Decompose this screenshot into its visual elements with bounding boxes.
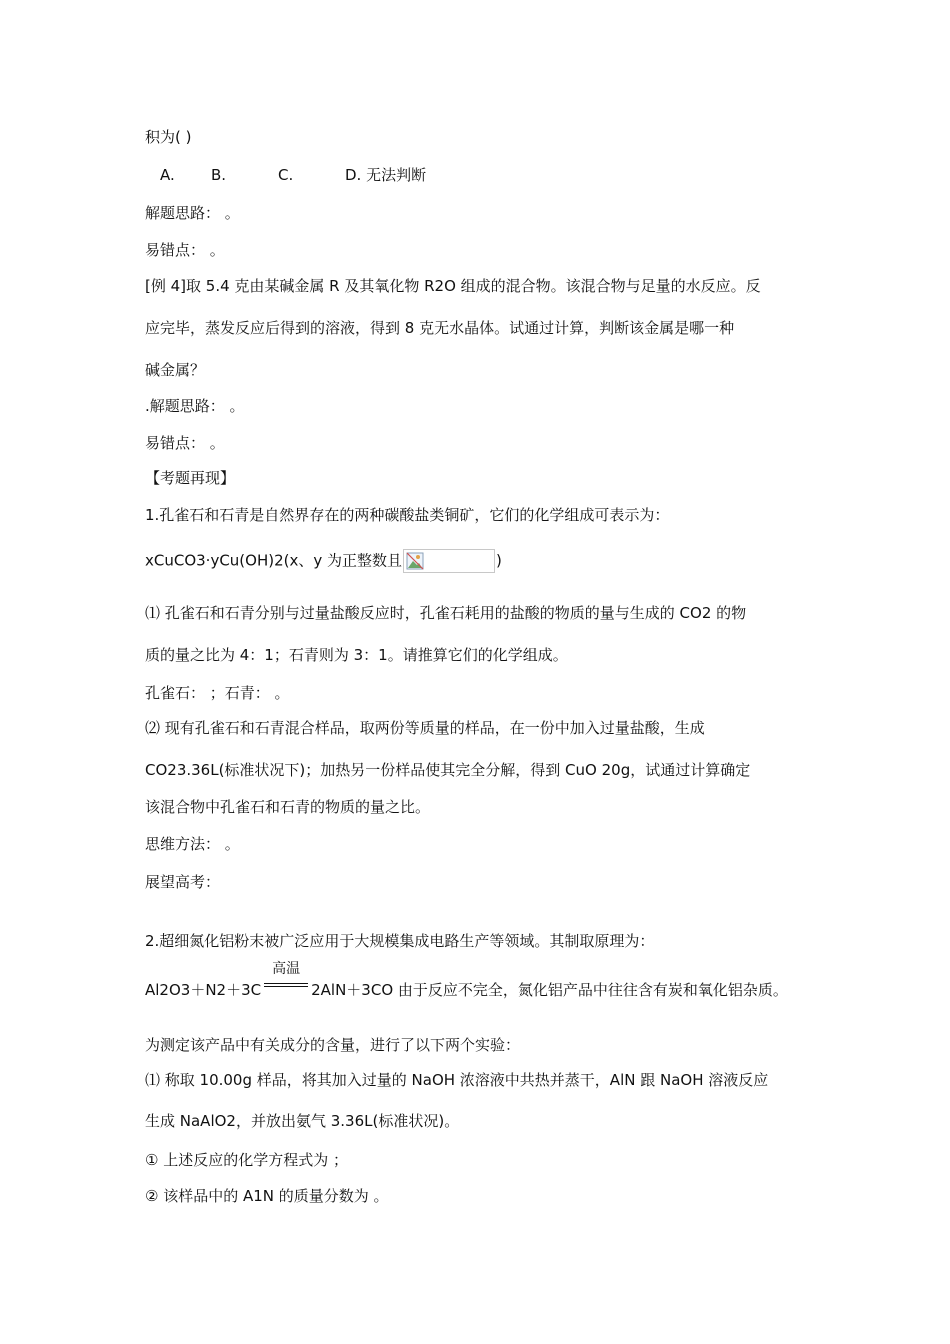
option-b: B.: [211, 166, 227, 184]
question-1-part-1-line-2: 质的量之比为 4：1；石青则为 3：1。请推算它们的化学组成。: [145, 646, 568, 664]
question-2-intro: 2.超细氮化铝粉末被广泛应用于大规模集成电路生产等领域。其制取原理为：: [145, 932, 655, 950]
experiment-1-line-2: 生成 NaAlO2，并放出氨气 3.36L(标准状况)。: [145, 1112, 460, 1130]
equals-sign-with-condition: [261, 961, 311, 995]
formula-line: [145, 549, 502, 573]
sub-question-1: ① 上述反应的化学方程式为 ；: [145, 1151, 348, 1169]
sub-question-2: ② 该样品中的 A1N 的质量分数为 。: [145, 1187, 389, 1205]
question-1-intro: 1.孔雀石和石青是自然界存在的两种碳酸盐类铜矿，它们的化学组成可表示为：: [145, 506, 670, 524]
outlook: 展望高考：: [145, 873, 221, 891]
question-1-part-2-line-1: ⑵ 现有孔雀石和石青混合样品，取两份等质量的样品，在一份中加入过量盐酸，生成: [145, 719, 705, 737]
example-4-line-2: 应完毕，蒸发反应后得到的溶液，得到 8 克无水晶体。试通过计算，判断该金属是哪一种: [145, 319, 735, 337]
experiment-intro: 为测定该产品中有关成分的含量，进行了以下两个实验：: [145, 1036, 521, 1054]
error-prone-point-2: 易错点： 。: [145, 434, 225, 452]
option-d: D. 无法判断: [345, 166, 427, 184]
broken-image-icon: [403, 549, 495, 573]
formula-close: ): [496, 551, 502, 570]
question-stem-tail: 积为( ): [145, 128, 192, 146]
example-4-line-3: 碱金属？: [145, 361, 206, 379]
solution-approach-2: .解题思路： 。: [145, 397, 245, 415]
option-c: C.: [278, 166, 294, 184]
section-heading: 【考题再现】: [145, 469, 236, 487]
solution-approach: 解题思路： 。: [145, 204, 240, 222]
example-4-line-1: [例 4]取 5.4 克由某碱金属 R 及其氧化物 R2O 组成的混合物。该混合物与足量的水反应。反: [145, 277, 761, 295]
reaction-products: 2AlN＋3CO 由于反应不完全，氮化铝产品中往往含有炭和氧化铝杂质。: [311, 981, 788, 999]
thinking-method: 思维方法： 。: [145, 835, 240, 853]
formula-text: xCuCO3·yCu(OH)2(x、y 为正整数且: [145, 551, 403, 570]
question-1-part-2-line-2: CO23.36L(标准状况下)；加热另一份样品使其完全分解，得到 CuO 20g，试通过计算确定: [145, 761, 751, 779]
reaction-condition: 高温: [272, 961, 301, 977]
reaction-reactants: Al2O3＋N2＋3C: [145, 981, 262, 999]
error-prone-point: 易错点： 。: [145, 241, 225, 259]
experiment-1-line-1: ⑴ 称取 10.00g 样品，将其加入过量的 NaOH 浓溶液中共热并蒸干，AlN 跟 NaOH 溶液反应: [145, 1071, 769, 1089]
question-1-part-1-line-1: ⑴ 孔雀石和石青分别与过量盐酸反应时，孔雀石耗用的盐酸的物质的量与生成的 CO2 的物: [145, 604, 747, 622]
option-a: A.: [160, 166, 175, 184]
question-1-part-2-line-3: 该混合物中孔雀石和石青的物质的量之比。: [145, 798, 431, 816]
reaction-equation-line: [145, 961, 788, 1000]
answer-blanks: 孔雀石： ；石青： 。: [145, 684, 290, 702]
